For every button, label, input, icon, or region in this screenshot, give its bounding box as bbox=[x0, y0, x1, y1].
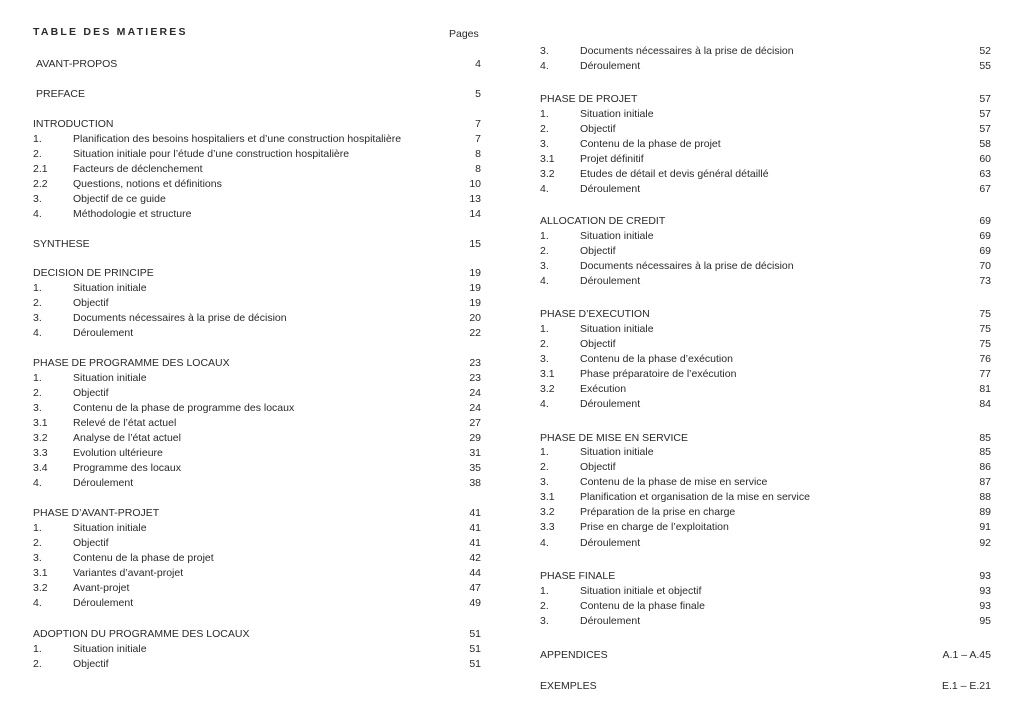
toc-section-title: ALLOCATION DE CREDIT bbox=[540, 215, 666, 227]
toc-entry-number: 2.2 bbox=[33, 178, 48, 190]
toc-page-number: 41 bbox=[469, 522, 481, 534]
toc-entry-number: 1. bbox=[33, 522, 42, 534]
toc-entry-title: Objectif bbox=[580, 245, 616, 257]
toc-entry-number: 3.3 bbox=[33, 447, 48, 459]
toc-section-title: PHASE DE MISE EN SERVICE bbox=[540, 432, 689, 444]
toc-page-number: A.1 – A.45 bbox=[942, 649, 991, 661]
toc-entry-title: Projet définitif bbox=[580, 153, 644, 165]
toc-page-number: 93 bbox=[979, 570, 991, 582]
toc-entry-number: 3.1 bbox=[33, 417, 48, 429]
toc-entry-title: Situation initiale bbox=[580, 446, 654, 458]
toc-entry-number: 3. bbox=[540, 260, 549, 272]
toc-section-row bbox=[540, 431, 991, 446]
toc-entry-title: Contenu de la phase de projet bbox=[73, 552, 214, 564]
toc-page-number: 93 bbox=[979, 600, 991, 612]
toc-entry-number: 3. bbox=[33, 552, 42, 564]
toc-entry-row bbox=[33, 177, 481, 192]
toc-entry-row bbox=[33, 536, 481, 551]
toc-page-number: E.1 – E.21 bbox=[941, 680, 991, 692]
toc-entry-row bbox=[540, 536, 991, 551]
toc-entry-row bbox=[540, 460, 991, 475]
toc-entry-row bbox=[540, 445, 991, 460]
toc-entry-number: 2. bbox=[33, 297, 42, 309]
toc-entry-row bbox=[540, 182, 991, 197]
toc-entry-row bbox=[33, 296, 481, 311]
toc-entry-row bbox=[540, 137, 991, 152]
toc-entry-row bbox=[33, 207, 481, 222]
toc-entry-number: 3.2 bbox=[540, 168, 555, 180]
toc-entry-title: Objectif bbox=[580, 461, 616, 473]
toc-entry-row bbox=[540, 274, 991, 289]
toc-section-row bbox=[33, 356, 481, 371]
toc-page-number: 75 bbox=[979, 323, 991, 335]
toc-entry-title: Objectif bbox=[73, 297, 109, 309]
toc-page-number: 57 bbox=[979, 108, 991, 120]
toc-entry-title: Etudes de détail et devis général détaillé bbox=[580, 168, 769, 180]
toc-entry-title: Planification des besoins hospitaliers et d’une construction hospitalière bbox=[73, 133, 402, 145]
toc-entry-title: Contenu de la phase finale bbox=[580, 600, 705, 612]
toc-entry-title: Contenu de la phase de projet bbox=[580, 138, 721, 150]
toc-entry-row bbox=[540, 614, 991, 629]
toc-entry-title: Objectif bbox=[580, 123, 616, 135]
toc-page-number: 27 bbox=[469, 417, 481, 429]
toc-entry-row bbox=[540, 337, 991, 352]
toc-entry-title: Situation initiale bbox=[73, 372, 147, 384]
toc-entry-number: 4. bbox=[540, 60, 549, 72]
toc-page-number: 7 bbox=[475, 118, 481, 130]
toc-page-number: 20 bbox=[469, 312, 481, 324]
toc-entry-number: 2. bbox=[540, 123, 549, 135]
toc-entry-number: 2. bbox=[33, 148, 42, 160]
toc-entry-row bbox=[540, 152, 991, 167]
toc-entry-row bbox=[33, 162, 481, 177]
toc-entry-title: Situation initiale bbox=[580, 230, 654, 242]
toc-entry-title: Contenu de la phase d’exécution bbox=[580, 353, 733, 365]
toc-entry-title: Déroulement bbox=[73, 477, 134, 489]
toc-entry-row bbox=[540, 352, 991, 367]
toc-page-number: 86 bbox=[979, 461, 991, 473]
toc-entry-row bbox=[540, 475, 991, 490]
toc-section-row bbox=[33, 627, 481, 642]
toc-entry-number: 4. bbox=[33, 208, 42, 220]
toc-entry-title: Déroulement bbox=[580, 275, 641, 287]
toc-entry-number: 3.2 bbox=[540, 383, 555, 395]
toc-section-row bbox=[540, 307, 991, 322]
toc-entry-number: 4. bbox=[540, 183, 549, 195]
toc-page-number: 52 bbox=[979, 45, 991, 57]
toc-section-title: PHASE DE PROJET bbox=[540, 93, 638, 105]
toc-page-number: 29 bbox=[469, 432, 481, 444]
toc-page-number: 63 bbox=[979, 168, 991, 180]
toc-entry-number: 2. bbox=[33, 387, 42, 399]
toc-page-number: 8 bbox=[475, 163, 481, 175]
toc-page-number: 23 bbox=[469, 372, 481, 384]
toc-section-title: DECISION DE PRINCIPE bbox=[33, 267, 154, 279]
toc-page-number: 69 bbox=[979, 215, 991, 227]
toc-entry-row bbox=[33, 642, 481, 657]
toc-entry-number: 3.1 bbox=[33, 567, 48, 579]
toc-entry-number: 1. bbox=[540, 323, 549, 335]
toc-entry-row bbox=[33, 431, 481, 446]
toc-page-number: 91 bbox=[979, 521, 991, 533]
toc-entry-title: Programme des locaux bbox=[73, 462, 181, 474]
toc-entry-title: Evolution ultérieure bbox=[73, 447, 163, 459]
toc-section-title: PHASE D’AVANT-PROJET bbox=[33, 507, 160, 519]
toc-entry-row bbox=[33, 657, 481, 672]
toc-entry-number: 3.2 bbox=[33, 432, 48, 444]
toc-section-row bbox=[33, 506, 481, 521]
toc-section-row bbox=[540, 679, 991, 694]
toc-entry-number: 3.1 bbox=[540, 491, 555, 503]
toc-page-number: 75 bbox=[979, 308, 991, 320]
toc-entry-number: 3. bbox=[540, 353, 549, 365]
toc-entry-row bbox=[33, 476, 481, 491]
toc-entry-row bbox=[540, 244, 991, 259]
toc-entry-title: Questions, notions et définitions bbox=[73, 178, 222, 190]
toc-page-number: 69 bbox=[979, 230, 991, 242]
toc-page-number: 87 bbox=[979, 476, 991, 488]
toc-entry-title: Exécution bbox=[580, 383, 627, 395]
toc-entry-number: 1. bbox=[33, 133, 42, 145]
toc-entry-title: Planification et organisation de la mise en service bbox=[580, 491, 810, 503]
toc-entry-title: Situation initiale bbox=[73, 282, 147, 294]
toc-entry-row bbox=[540, 259, 991, 274]
toc-section-title: APPENDICES bbox=[540, 649, 608, 661]
toc-entry-row bbox=[33, 551, 481, 566]
toc-entry-row bbox=[33, 596, 481, 611]
toc-entry-row bbox=[33, 521, 481, 536]
toc-section-title: AVANT-PROPOS bbox=[36, 58, 118, 70]
toc-entry-row bbox=[33, 147, 481, 162]
toc-section-row bbox=[33, 237, 481, 252]
toc-section-title: ADOPTION DU PROGRAMME DES LOCAUX bbox=[33, 628, 250, 640]
toc-section-title: SYNTHESE bbox=[33, 238, 90, 250]
toc-entry-title: Situation initiale et objectif bbox=[580, 585, 702, 597]
toc-entry-title: Relevé de l’état actuel bbox=[73, 417, 177, 429]
toc-entry-title: Objectif bbox=[73, 537, 109, 549]
toc-entry-number: 1. bbox=[33, 372, 42, 384]
toc-entry-title: Phase préparatoire de l’exécution bbox=[580, 368, 737, 380]
toc-entry-number: 4. bbox=[33, 477, 42, 489]
toc-section-row bbox=[540, 214, 991, 229]
toc-entry-row bbox=[540, 397, 991, 412]
toc-entry-number: 2. bbox=[540, 461, 549, 473]
toc-entry-title: Déroulement bbox=[580, 615, 641, 627]
toc-entry-title: Documents nécessaires à la prise de décision bbox=[580, 260, 794, 272]
toc-entry-row bbox=[540, 107, 991, 122]
toc-entry-title: Analyse de l’état actuel bbox=[73, 432, 181, 444]
toc-entry-number: 3. bbox=[33, 193, 42, 205]
toc-entry-row bbox=[33, 446, 481, 461]
toc-entry-number: 3. bbox=[540, 138, 549, 150]
toc-entry-number: 1. bbox=[540, 108, 549, 120]
toc-entry-title: Prise en charge de l’exploitation bbox=[580, 521, 729, 533]
toc-entry-title: Contenu de la phase de mise en service bbox=[580, 476, 768, 488]
toc-page-number: 19 bbox=[469, 267, 481, 279]
toc-page-number: 76 bbox=[979, 353, 991, 365]
toc-entry-row bbox=[33, 401, 481, 416]
toc-section-row bbox=[33, 87, 481, 102]
toc-page-number: 57 bbox=[979, 93, 991, 105]
toc-entry-number: 1. bbox=[540, 230, 549, 242]
toc-page-number: 31 bbox=[469, 447, 481, 459]
toc-entry-row bbox=[33, 461, 481, 476]
toc-section-title: PHASE FINALE bbox=[540, 570, 616, 582]
toc-page-number: 47 bbox=[469, 582, 481, 594]
toc-page-number: 24 bbox=[469, 387, 481, 399]
toc-section-title: PHASE D’EXECUTION bbox=[540, 308, 650, 320]
toc-page-number: 57 bbox=[979, 123, 991, 135]
toc-entry-number: 2.1 bbox=[33, 163, 48, 175]
toc-section-row bbox=[33, 266, 481, 281]
toc-page-number: 51 bbox=[469, 658, 481, 670]
toc-page-number: 92 bbox=[979, 537, 991, 549]
toc-entry-title: Objectif de ce guide bbox=[73, 193, 166, 205]
toc-entry-number: 3.3 bbox=[540, 521, 555, 533]
toc-entry-number: 2. bbox=[33, 658, 42, 670]
toc-entry-title: Situation initiale bbox=[73, 643, 147, 655]
toc-entry-number: 4. bbox=[540, 398, 549, 410]
toc-entry-number: 3.4 bbox=[33, 462, 48, 474]
toc-section-title: INTRODUCTION bbox=[33, 118, 114, 130]
toc-entry-row bbox=[540, 167, 991, 182]
toc-page-number: 88 bbox=[979, 491, 991, 503]
toc-page-number: 7 bbox=[475, 133, 481, 145]
toc-page-number: 44 bbox=[469, 567, 481, 579]
toc-section-row bbox=[540, 648, 991, 663]
toc-page-number: 55 bbox=[979, 60, 991, 72]
toc-entry-row bbox=[540, 505, 991, 520]
toc-entry-title: Variantes d’avant-projet bbox=[73, 567, 184, 579]
toc-page-number: 67 bbox=[979, 183, 991, 195]
toc-page-number: 35 bbox=[469, 462, 481, 474]
toc-page-number: 42 bbox=[469, 552, 481, 564]
toc-entry-row bbox=[33, 192, 481, 207]
toc-entry-number: 2. bbox=[540, 338, 549, 350]
toc-entry-number: 3. bbox=[33, 402, 42, 414]
toc-entry-title: Déroulement bbox=[580, 183, 641, 195]
toc-entry-number: 4. bbox=[33, 597, 42, 609]
toc-section-row bbox=[33, 57, 481, 72]
toc-page-number: 13 bbox=[469, 193, 481, 205]
toc-entry-row bbox=[540, 122, 991, 137]
toc-page-number: 73 bbox=[979, 275, 991, 287]
toc-entry-row bbox=[540, 490, 991, 505]
toc-entry-title: Déroulement bbox=[580, 537, 641, 549]
toc-entry-row bbox=[540, 322, 991, 337]
toc-entry-row bbox=[540, 520, 991, 535]
toc-page-number: 84 bbox=[979, 398, 991, 410]
toc-entry-row bbox=[540, 44, 991, 59]
toc-page-number: 58 bbox=[979, 138, 991, 150]
toc-section-row bbox=[540, 569, 991, 584]
toc-entry-title: Situation initiale bbox=[580, 108, 654, 120]
toc-entry-title: Situation initiale bbox=[580, 323, 654, 335]
toc-page-number: 41 bbox=[469, 507, 481, 519]
toc-page-number: 14 bbox=[469, 208, 481, 220]
toc-entry-row bbox=[33, 386, 481, 401]
toc-section-title: PHASE DE PROGRAMME DES LOCAUX bbox=[33, 357, 230, 369]
toc-entry-number: 3.2 bbox=[33, 582, 48, 594]
toc-entry-row bbox=[33, 311, 481, 326]
toc-entry-title: Déroulement bbox=[73, 597, 134, 609]
toc-section-row bbox=[33, 117, 481, 132]
toc-entry-title: Objectif bbox=[580, 338, 616, 350]
toc-entry-title: Objectif bbox=[73, 658, 109, 670]
toc-page-number: 49 bbox=[469, 597, 481, 609]
toc-entry-title: Déroulement bbox=[580, 60, 641, 72]
toc-entry-row bbox=[33, 371, 481, 386]
toc-page-number: 93 bbox=[979, 585, 991, 597]
toc-entry-row bbox=[33, 132, 481, 147]
toc-entry-number: 1. bbox=[33, 282, 42, 294]
toc-entry-number: 1. bbox=[33, 643, 42, 655]
toc-entry-row bbox=[540, 599, 991, 614]
toc-entry-row bbox=[540, 367, 991, 382]
toc-entry-title: Objectif bbox=[73, 387, 109, 399]
toc-page-number: 24 bbox=[469, 402, 481, 414]
toc-entry-number: 2. bbox=[540, 245, 549, 257]
toc-page-number: 60 bbox=[979, 153, 991, 165]
toc-entry-number: 1. bbox=[540, 446, 549, 458]
toc-page-number: 19 bbox=[469, 297, 481, 309]
toc-page-number: 4 bbox=[475, 58, 481, 70]
toc-entry-row bbox=[33, 326, 481, 341]
toc-entry-title: Facteurs de déclenchement bbox=[73, 163, 203, 175]
toc-page-number: 22 bbox=[469, 327, 481, 339]
toc-page-number: 23 bbox=[469, 357, 481, 369]
toc-entry-number: 3.1 bbox=[540, 368, 555, 380]
toc-entry-row bbox=[33, 566, 481, 581]
toc-entry-number: 3. bbox=[540, 45, 549, 57]
toc-entry-title: Préparation de la prise en charge bbox=[580, 506, 736, 518]
toc-section-title: EXEMPLES bbox=[540, 680, 597, 692]
toc-entry-title: Situation initiale pour l’étude d’une construction hospitalière bbox=[73, 148, 350, 160]
toc-page-number: 41 bbox=[469, 537, 481, 549]
toc-page-number: 10 bbox=[469, 178, 481, 190]
toc-entry-title: Déroulement bbox=[73, 327, 134, 339]
toc-page-number: 38 bbox=[469, 477, 481, 489]
toc-page-number: 89 bbox=[979, 506, 991, 518]
toc-entry-title: Avant-projet bbox=[73, 582, 130, 594]
toc-entry-row bbox=[33, 416, 481, 431]
toc-page-number: 15 bbox=[469, 238, 481, 250]
toc-entry-title: Méthodologie et structure bbox=[73, 208, 192, 220]
toc-page-number: 81 bbox=[979, 383, 991, 395]
toc-page-number: 51 bbox=[469, 628, 481, 640]
toc-entry-title: Documents nécessaires à la prise de décision bbox=[73, 312, 287, 324]
toc-page-number: 19 bbox=[469, 282, 481, 294]
toc-page-number: 75 bbox=[979, 338, 991, 350]
toc-entry-number: 3. bbox=[540, 615, 549, 627]
toc-entry-number: 2. bbox=[540, 600, 549, 612]
toc-entry-number: 3.2 bbox=[540, 506, 555, 518]
toc-entry-row bbox=[33, 281, 481, 296]
toc-entry-row bbox=[540, 229, 991, 244]
toc-entry-title: Contenu de la phase de programme des locaux bbox=[73, 402, 295, 414]
toc-entry-title: Situation initiale bbox=[73, 522, 147, 534]
page-title: TABLE DES MATIERES bbox=[33, 26, 188, 38]
toc-entry-number: 3.1 bbox=[540, 153, 555, 165]
toc-page-number: 5 bbox=[475, 88, 481, 100]
toc-page-number: 77 bbox=[979, 368, 991, 380]
toc-page-number: 70 bbox=[979, 260, 991, 272]
toc-page-number: 8 bbox=[475, 148, 481, 160]
toc-entry-number: 3. bbox=[540, 476, 549, 488]
pages-column-label: Pages bbox=[449, 28, 479, 40]
toc-page-number: 51 bbox=[469, 643, 481, 655]
toc-entry-row bbox=[33, 581, 481, 596]
toc-entry-row bbox=[540, 382, 991, 397]
toc-entry-row bbox=[540, 584, 991, 599]
toc-page-number: 85 bbox=[979, 432, 991, 444]
toc-section-title: PREFACE bbox=[36, 88, 86, 100]
toc-section-row bbox=[540, 92, 991, 107]
toc-entry-number: 4. bbox=[33, 327, 42, 339]
toc-page-number: 85 bbox=[979, 446, 991, 458]
toc-entry-title: Documents nécessaires à la prise de décision bbox=[580, 45, 794, 57]
toc-page-number: 69 bbox=[979, 245, 991, 257]
toc-entry-title: Déroulement bbox=[580, 398, 641, 410]
toc-entry-number: 3. bbox=[33, 312, 42, 324]
toc-entry-row bbox=[540, 59, 991, 74]
toc-entry-number: 4. bbox=[540, 275, 549, 287]
toc-entry-number: 4. bbox=[540, 537, 549, 549]
toc-page-number: 95 bbox=[979, 615, 991, 627]
toc-entry-number: 1. bbox=[540, 585, 549, 597]
toc-entry-number: 2. bbox=[33, 537, 42, 549]
